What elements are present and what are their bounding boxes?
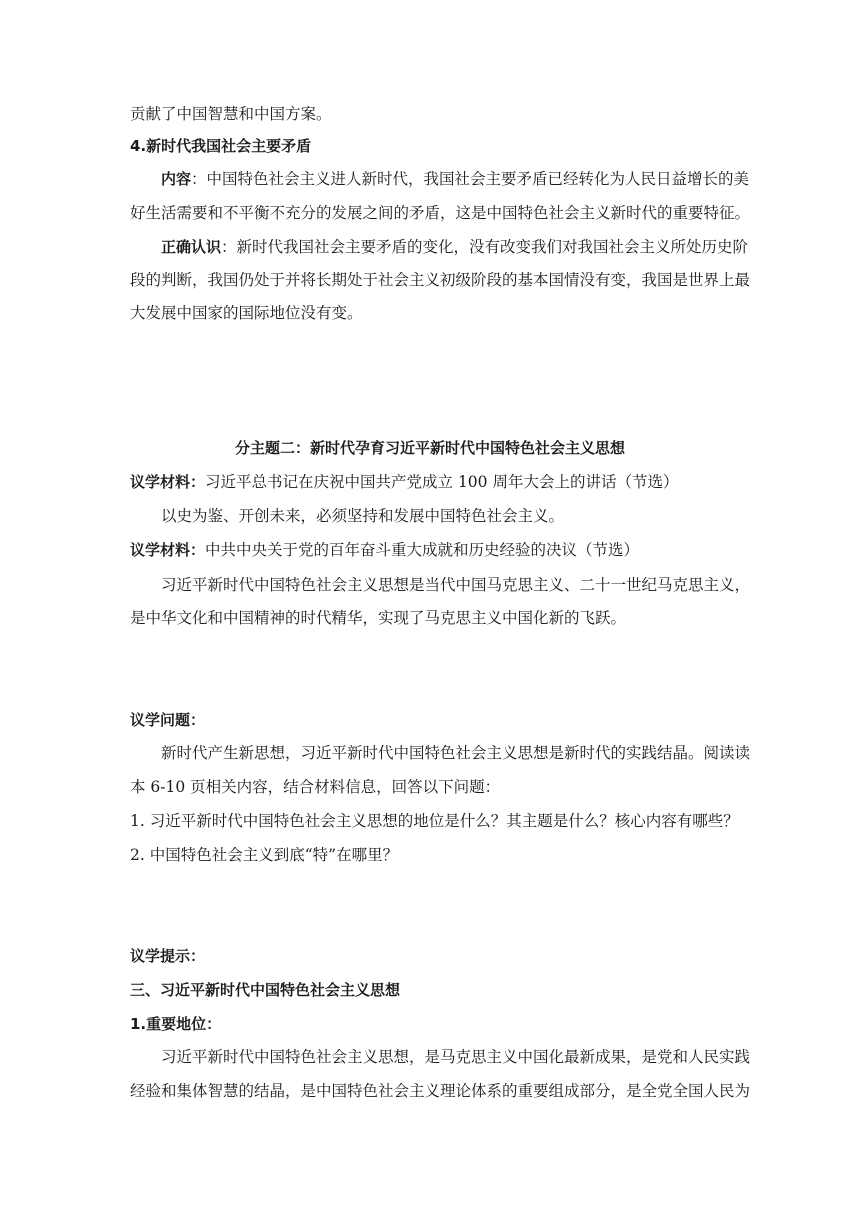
- subtopic-title: 分主题二：新时代孕育习近平新时代中国特色社会主义思想: [234, 439, 625, 457]
- correct-understanding-line: 段的判断，我国仍处于并将长期处于社会主义初级阶段的基本国情没有变，我国是世界上最: [130, 271, 751, 289]
- questions-label: 议学问题：: [130, 711, 206, 729]
- material-text: 是中华文化和中国精神的时代精华，实现了马克思主义中国化新的飞跃。: [130, 609, 627, 627]
- question-item: 2. 中国特色社会主义到底“特”在哪里？: [130, 846, 399, 864]
- section-heading: 4.新时代我国社会主要矛盾: [130, 137, 312, 155]
- material-label: 议学材料：: [130, 473, 206, 491]
- hints-subheading: 1.重要地位：: [130, 1015, 222, 1033]
- hints-section-heading: 三、习近平新时代中国特色社会主义思想: [130, 981, 401, 999]
- question-item: 1. 习近平新时代中国特色社会主义思想的地位是什么？其主题是什么？核心内容有哪些？: [130, 812, 739, 830]
- material-label: 议学材料：: [130, 541, 206, 559]
- correct-label: 正确认识: [161, 238, 222, 256]
- content-line: 好生活需要和不平衡不充分的发展之间的矛盾，这是中国特色社会主义新时代的重要特征。: [130, 204, 751, 222]
- correct-understanding-line: 大发展中国家的国际地位没有变。: [130, 304, 363, 322]
- material-text: 以史为鉴、开创未来，必须坚持和发展中国特色社会主义。: [161, 507, 565, 525]
- material-source-line: [130, 540, 730, 560]
- correct-understanding-line: [161, 237, 749, 257]
- material-source: 中共中央关于党的百年奋斗重大成就和历史经验的决议（节选）: [205, 541, 640, 559]
- content-label: 内容: [161, 170, 192, 188]
- content-line: [161, 169, 750, 189]
- correct-text: ：新时代我国社会主要矛盾的变化，没有改变我们对我国社会主义所处历史阶: [221, 238, 749, 256]
- material-source-line: [130, 472, 730, 492]
- content-text: ：中国特色社会主义进人新时代，我国社会主要矛盾已经转化为人民日益增长的美: [191, 170, 750, 188]
- questions-intro: 本 6-10 页相关内容，结合材料信息，回答以下问题：: [130, 778, 501, 796]
- material-source: 习近平总书记在庆祝中国共产党成立 100 周年大会上的讲话（节选）: [205, 473, 679, 491]
- questions-intro: 新时代产生新思想，习近平新时代中国特色社会主义思想是新时代的实践结晶。阅读读: [161, 744, 751, 762]
- paragraph-line: 贡献了中国智慧和中国方案。: [130, 105, 332, 123]
- hints-text: 经验和集体智慧的结晶，是中国特色社会主义理论体系的重要组成部分，是全党全国人民为: [130, 1082, 751, 1100]
- hints-text: 习近平新时代中国特色社会主义思想，是马克思主义中国化最新成果，是党和人民实践: [161, 1048, 751, 1066]
- material-text: 习近平新时代中国特色社会主义思想是当代中国马克思主义、二十一世纪马克思主义，: [161, 576, 751, 594]
- hints-label: 议学提示：: [130, 947, 206, 965]
